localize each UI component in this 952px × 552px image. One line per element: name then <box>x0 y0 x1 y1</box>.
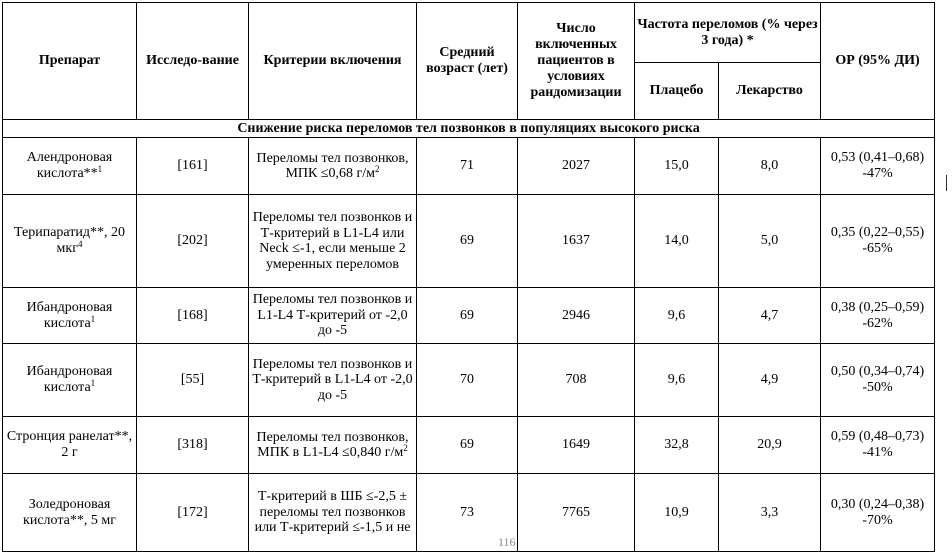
medicine-cell: 4,9 <box>719 344 821 417</box>
or-cell <box>821 474 935 552</box>
medicine-cell: 8,0 <box>719 138 821 195</box>
placebo-cell: 14,0 <box>635 195 719 288</box>
drug-name: Терипаратид**, 20 мкг <box>13 225 125 256</box>
age-cell: 69 <box>417 288 518 344</box>
criteria-cell <box>249 195 417 288</box>
table-row <box>3 474 935 552</box>
table-row <box>3 288 935 344</box>
study-cell: [55] <box>137 344 249 417</box>
criteria-text: Переломы тел позвонков, МПК в L1-L4 ≤0,840 г/м <box>256 429 409 460</box>
drug-cell <box>3 417 137 474</box>
header-age: Средний возраст (лет) <box>417 3 518 120</box>
patients-cell: 1637 <box>518 195 635 288</box>
drug-name: Золедроновая кислота**, 5 мг <box>23 496 116 528</box>
criteria-text: Переломы тел позвонков и Т-критерий в L1-L4 от -2,0 до -5 <box>252 356 413 403</box>
criteria-superscript: 2 <box>403 443 408 453</box>
fracture-risk-table <box>2 2 935 552</box>
header-drug: Препарат <box>3 3 137 120</box>
age-cell: 69 <box>417 195 518 288</box>
study-cell: [172] <box>137 474 249 552</box>
header-placebo: Плацебо <box>635 63 719 120</box>
risk-reduction: -47% <box>862 166 893 181</box>
criteria-text: Переломы тел позвонков и L1-L4 Т-критерий от -2,0 до -5 <box>252 292 413 339</box>
drug-cell <box>3 195 137 288</box>
patients-cell: 1649 <box>518 417 635 474</box>
or-value: 0,38 (0,25–0,59) <box>830 299 925 315</box>
header-criteria: Критерии включения <box>249 3 417 120</box>
or-value: 0,35 (0,22–0,55) <box>830 225 925 240</box>
table-row <box>3 138 935 195</box>
study-cell: [202] <box>137 195 249 288</box>
risk-reduction: -62% <box>862 315 893 331</box>
text-cursor <box>946 175 947 191</box>
placebo-cell: 10,9 <box>635 474 719 552</box>
criteria-text: Переломы тел позвонков, МПК ≤0,68 г/м <box>256 150 409 181</box>
or-value: 0,30 (0,24–0,38) <box>830 496 925 512</box>
criteria-superscript: 2 <box>375 164 380 174</box>
risk-reduction: -41% <box>862 445 893 460</box>
age-cell: 70 <box>417 344 518 417</box>
drug-footnote: 1 <box>90 378 96 388</box>
header-study: Исследо-вание <box>137 3 249 120</box>
criteria-cell <box>249 344 417 417</box>
or-value: 0,53 (0,41–0,68) <box>830 150 925 165</box>
header-medicine: Лекарство <box>719 63 821 120</box>
header-patients: Число включенных пациентов в условиях рандомизации <box>518 3 635 120</box>
medicine-cell: 20,9 <box>719 417 821 474</box>
drug-footnote: 4 <box>77 239 83 249</box>
patients-cell: 7765 <box>518 474 635 552</box>
criteria-cell <box>249 417 417 474</box>
risk-reduction: -65% <box>862 241 893 256</box>
age-cell: 69 <box>417 417 518 474</box>
criteria-text: Переломы тел позвонков и Т-критерий в L1-L4 или Neck ≤-1, если меньше 2 умеренных переломов <box>252 210 413 272</box>
placebo-cell: 32,8 <box>635 417 719 474</box>
drug-cell <box>3 138 137 195</box>
drug-name: Стронция ранелат**, 2 г <box>6 429 133 460</box>
drug-name: Ибандроновая кислота <box>26 299 113 331</box>
study-cell: [161] <box>137 138 249 195</box>
or-cell <box>821 138 935 195</box>
header-fracture-frequency: Частота переломов (% через 3 года) * <box>635 3 821 63</box>
or-cell <box>821 417 935 474</box>
table-row <box>3 417 935 474</box>
placebo-cell: 9,6 <box>635 288 719 344</box>
table-row <box>3 195 935 288</box>
placebo-cell: 15,0 <box>635 138 719 195</box>
or-cell <box>821 344 935 417</box>
or-cell <box>821 288 935 344</box>
drug-name: Алендроновая кислота** <box>26 150 113 181</box>
risk-reduction: -70% <box>862 512 893 528</box>
patients-cell: 2027 <box>518 138 635 195</box>
drug-cell <box>3 288 137 344</box>
or-value: 0,50 (0,34–0,74) <box>830 364 925 379</box>
drug-cell <box>3 474 137 552</box>
drug-footnote: 1 <box>90 313 96 324</box>
criteria-cell <box>249 474 417 552</box>
section-title: Снижение риска переломов тел позвонков в популяциях высокого риска <box>3 120 935 138</box>
drug-footnote: 1 <box>97 164 103 174</box>
medicine-cell: 4,7 <box>719 288 821 344</box>
medicine-cell: 3,3 <box>719 474 821 552</box>
study-cell: [318] <box>137 417 249 474</box>
study-cell: [168] <box>137 288 249 344</box>
drug-name: Ибандроновая кислота <box>26 364 113 395</box>
medicine-cell: 5,0 <box>719 195 821 288</box>
drug-cell <box>3 344 137 417</box>
criteria-text: Т-критерий в ШБ ≤-2,5 ± переломы тел позвонков или Т-критерий ≤-1,5 и не <box>254 489 411 536</box>
or-cell <box>821 195 935 288</box>
placebo-cell: 9,6 <box>635 344 719 417</box>
or-value: 0,59 (0,48–0,73) <box>830 429 925 444</box>
age-cell: 73 <box>417 474 518 552</box>
table-row <box>3 344 935 417</box>
header-or: ОР (95% ДИ) <box>821 3 935 120</box>
patients-cell: 2946 <box>518 288 635 344</box>
patients-cell: 708 <box>518 344 635 417</box>
risk-reduction: -50% <box>862 380 893 395</box>
criteria-cell <box>249 288 417 344</box>
criteria-cell <box>249 138 417 195</box>
age-cell: 71 <box>417 138 518 195</box>
page-number: 116 <box>498 535 516 549</box>
